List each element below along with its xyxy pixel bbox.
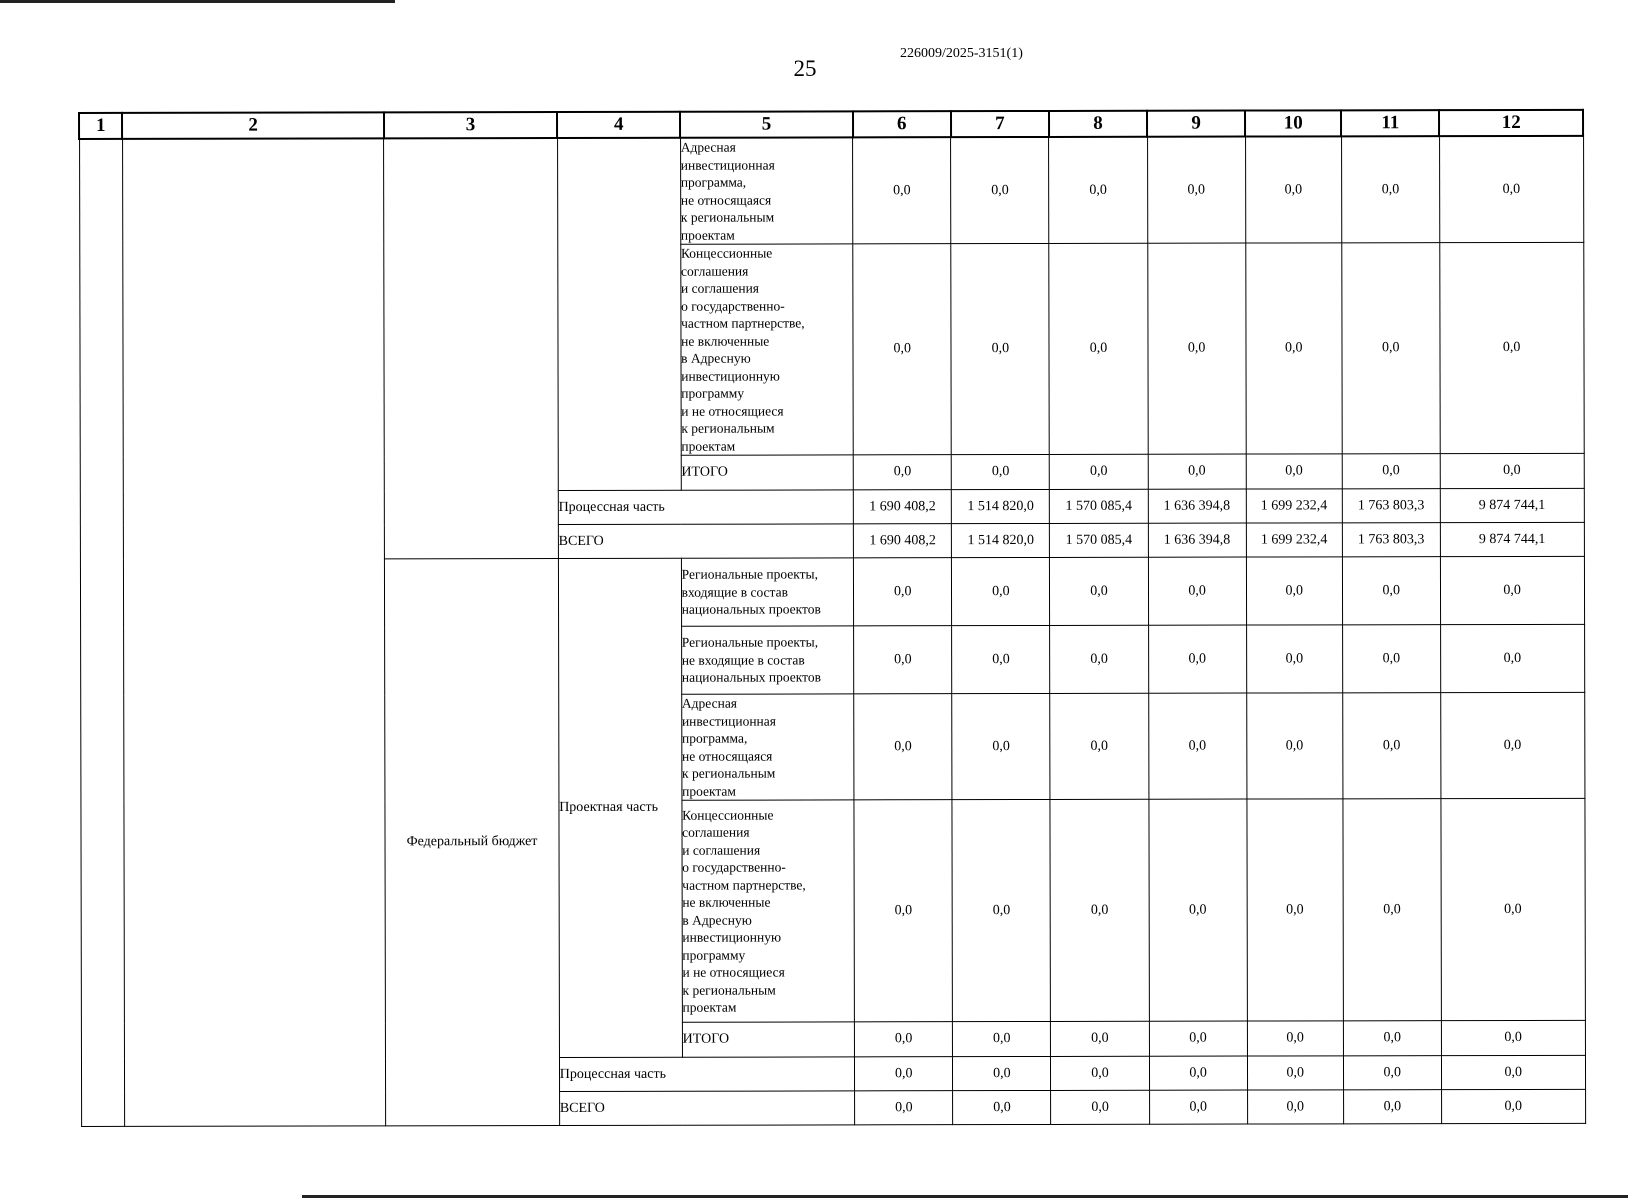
page-number: 25 — [793, 56, 817, 81]
column-2-cell — [122, 138, 385, 1126]
value-cell: 0,0 — [1342, 693, 1440, 799]
value-cell: 0,0 — [1246, 693, 1342, 799]
value-cell: 0,0 — [1440, 242, 1584, 453]
desc-line: и не относящиеся — [681, 403, 784, 419]
desc-line: программу — [682, 947, 746, 963]
value-cell: 0,0 — [1050, 454, 1148, 489]
column-number-row — [79, 110, 1583, 139]
value-cell: 0,0 — [952, 625, 1050, 693]
itogo-label: ИТОГО — [682, 1022, 855, 1057]
value-cell: 0,0 — [854, 558, 952, 626]
value-cell: 0,0 — [855, 1057, 953, 1091]
desc-line: Концессионные — [680, 245, 773, 261]
desc-line: инвестиционную — [681, 368, 780, 384]
desc-line: инвестиционная — [681, 713, 776, 729]
value-cell: 0,0 — [1342, 454, 1440, 489]
value-cell: 0,0 — [1342, 557, 1440, 625]
value-cell: 0,0 — [1148, 693, 1246, 799]
value-cell: 1 514 820,0 — [952, 523, 1050, 557]
row-description — [681, 626, 854, 694]
column-4-cell — [557, 138, 681, 491]
value-cell: 0,0 — [1147, 243, 1246, 454]
value-cell: 0,0 — [1246, 557, 1342, 625]
value-cell: 0,0 — [1148, 799, 1247, 1021]
value-cell: 0,0 — [1440, 624, 1584, 692]
desc-line: соглашения — [680, 263, 749, 279]
value-cell: 0,0 — [1247, 1090, 1343, 1124]
value-cell: 0,0 — [952, 454, 1050, 489]
value-cell: 0,0 — [951, 243, 1050, 454]
value-cell: 0,0 — [1343, 799, 1442, 1021]
column-header: 12 — [1439, 110, 1583, 136]
value-cell: 9 874 744,1 — [1440, 488, 1584, 522]
desc-line: программа, — [681, 730, 748, 746]
value-cell: 0,0 — [1049, 137, 1147, 244]
value-cell: 0,0 — [1049, 243, 1148, 454]
value-cell: 0,0 — [1051, 1090, 1149, 1124]
value-cell: 1 699 232,4 — [1246, 489, 1342, 523]
value-cell: 0,0 — [1441, 1020, 1585, 1055]
desc-line: Региональные проекты, — [681, 634, 819, 650]
value-cell: 1 699 232,4 — [1246, 523, 1342, 557]
value-cell: 0,0 — [1440, 556, 1584, 624]
desc-line: к региональным — [681, 420, 775, 436]
value-cell: 0,0 — [1051, 1056, 1149, 1090]
value-cell: 0,0 — [1149, 1090, 1247, 1124]
value-cell: 0,0 — [1246, 625, 1342, 693]
value-cell: 0,0 — [951, 137, 1049, 244]
process-part-label: Процессная часть — [558, 490, 853, 525]
bottom-edge-rule — [302, 1195, 1628, 1198]
desc-line: Адресная — [680, 139, 736, 155]
value-cell: 0,0 — [1441, 692, 1585, 798]
value-cell: 0,0 — [1439, 136, 1583, 243]
total-label: ВСЕГО — [558, 524, 853, 559]
desc-line: и не относящиеся — [682, 964, 785, 980]
total-label: ВСЕГО — [559, 1091, 854, 1126]
value-cell: 0,0 — [1441, 1055, 1585, 1089]
value-cell: 0,0 — [854, 800, 953, 1022]
desc-line: проектам — [680, 227, 735, 243]
column-header: 10 — [1245, 110, 1341, 136]
value-cell: 9 874 744,1 — [1440, 522, 1584, 556]
desc-line: к региональным — [682, 982, 776, 998]
desc-line: Региональные проекты, — [681, 566, 818, 582]
value-cell: 0,0 — [953, 1056, 1051, 1090]
column-header: 4 — [557, 112, 680, 138]
value-cell: 0,0 — [1341, 136, 1439, 243]
value-cell: 0,0 — [1341, 243, 1440, 454]
row-description — [681, 558, 854, 626]
column-header: 3 — [384, 112, 558, 138]
value-cell: 0,0 — [1245, 136, 1341, 243]
desc-line: к региональным — [682, 765, 776, 781]
desc-line: программу — [681, 385, 745, 401]
column-header: 2 — [122, 112, 383, 139]
value-cell: 0,0 — [1247, 799, 1344, 1021]
value-cell: 0,0 — [1148, 454, 1246, 489]
value-cell: 0,0 — [853, 137, 951, 244]
desc-line: инвестиционную — [682, 929, 782, 945]
value-cell: 1 570 085,4 — [1050, 489, 1148, 523]
desc-line: не относящаяся — [680, 192, 772, 208]
top-edge-rule — [0, 0, 395, 3]
itogo-label: ИТОГО — [681, 455, 854, 490]
value-cell: 1 514 820,0 — [952, 489, 1050, 523]
project-part-cell: Проектная часть — [558, 558, 682, 1057]
value-cell: 0,0 — [1051, 1021, 1149, 1056]
value-cell: 1 636 394,8 — [1148, 523, 1246, 557]
value-cell: 0,0 — [1247, 1021, 1343, 1056]
value-cell: 0,0 — [854, 694, 952, 800]
desc-line: частном партнерстве, — [682, 876, 806, 893]
value-cell: 0,0 — [1149, 1021, 1247, 1056]
desc-line: национальных проектов — [681, 601, 821, 617]
column-header: 6 — [853, 111, 951, 137]
row-description — [682, 800, 855, 1022]
value-cell: 0,0 — [1148, 557, 1246, 625]
desc-line: инвестиционная — [680, 157, 775, 173]
desc-line: частном партнерстве, — [681, 315, 805, 331]
value-cell: 0,0 — [853, 244, 952, 455]
value-cell: 0,0 — [1050, 557, 1148, 625]
process-part-label: Процессная часть — [559, 1057, 854, 1092]
value-cell: 0,0 — [952, 693, 1050, 799]
value-cell: 1 690 408,2 — [853, 490, 951, 524]
value-cell: 1 763 803,3 — [1342, 523, 1440, 557]
value-cell: 1 763 803,3 — [1342, 489, 1440, 523]
value-cell: 0,0 — [952, 799, 1051, 1021]
value-cell: 0,0 — [953, 1090, 1051, 1124]
value-cell: 0,0 — [1343, 1021, 1441, 1056]
budget-table — [78, 109, 1586, 1127]
column-header: 7 — [951, 111, 1049, 137]
document-id: 226009/2025-3151(1) — [900, 46, 1023, 61]
row-description — [681, 694, 854, 800]
column-header: 11 — [1341, 110, 1439, 136]
value-cell: 0,0 — [1247, 1056, 1343, 1090]
value-cell: 0,0 — [953, 1021, 1051, 1056]
value-cell: 0,0 — [1149, 1056, 1247, 1090]
column-header: 1 — [79, 113, 122, 139]
value-cell: 0,0 — [1441, 1089, 1585, 1123]
desc-line: к региональным — [680, 209, 775, 225]
value-cell: 0,0 — [1342, 625, 1440, 693]
value-cell: 0,0 — [854, 626, 952, 694]
desc-line: не относящаяся — [681, 748, 773, 764]
desc-line: Адресная — [681, 695, 738, 711]
value-cell: 1 636 394,8 — [1148, 489, 1246, 523]
value-cell: 0,0 — [1050, 625, 1148, 693]
desc-line: о государственно- — [681, 298, 785, 314]
desc-line: проектам — [682, 999, 737, 1015]
desc-line: и соглашения — [682, 842, 761, 858]
column-header: 8 — [1049, 111, 1147, 137]
column-3-cell — [384, 138, 558, 559]
desc-line: и соглашения — [681, 280, 760, 296]
value-cell: 0,0 — [1148, 625, 1246, 693]
column-header: 9 — [1147, 111, 1245, 137]
value-cell: 0,0 — [855, 1091, 953, 1125]
budget-source-cell: Федеральный бюджет — [385, 558, 560, 1125]
desc-line: в Адресную — [681, 350, 751, 366]
desc-line: проектам — [682, 783, 736, 799]
value-cell: 0,0 — [853, 455, 951, 490]
row-description — [680, 244, 853, 455]
value-cell: 0,0 — [1245, 243, 1342, 454]
desc-line: о государственно- — [682, 859, 786, 875]
row-description — [680, 137, 853, 244]
desc-line: не входящие в состав — [681, 652, 805, 668]
desc-line: в Адресную — [682, 912, 752, 928]
desc-line: проектам — [681, 438, 736, 454]
value-cell: 0,0 — [855, 1022, 953, 1057]
desc-line: не включенные — [681, 333, 770, 349]
value-cell: 0,0 — [1440, 453, 1584, 488]
value-cell: 0,0 — [1343, 1056, 1441, 1090]
value-cell: 1 570 085,4 — [1050, 523, 1148, 557]
value-cell: 0,0 — [1050, 693, 1148, 799]
value-cell: 0,0 — [1441, 798, 1585, 1020]
desc-line: входящие в состав — [681, 584, 788, 600]
value-cell: 0,0 — [1246, 454, 1342, 489]
desc-line: Концессионные — [682, 807, 774, 823]
desc-line: программа, — [680, 174, 747, 190]
desc-line: национальных проектов — [681, 669, 822, 685]
table-row — [79, 136, 1583, 246]
value-cell: 0,0 — [952, 557, 1050, 625]
value-cell: 1 690 408,2 — [854, 524, 952, 558]
value-cell: 0,0 — [1147, 137, 1245, 244]
desc-line: не включенные — [682, 894, 771, 910]
column-1-cell — [79, 139, 124, 1127]
desc-line: соглашения — [682, 824, 750, 840]
value-cell: 0,0 — [1343, 1090, 1441, 1124]
column-header: 5 — [680, 111, 853, 137]
value-cell: 0,0 — [1050, 799, 1149, 1021]
